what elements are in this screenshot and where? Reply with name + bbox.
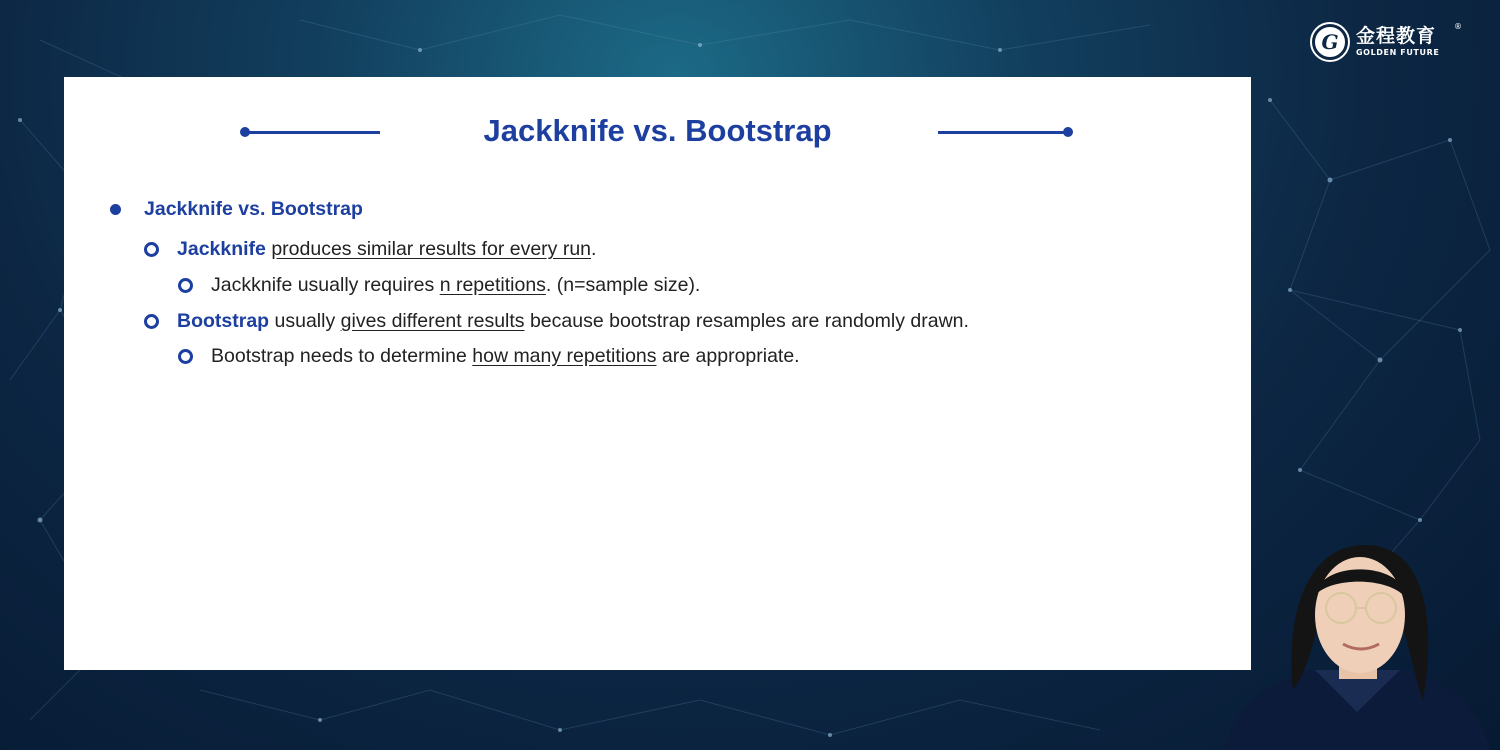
underlined-phrase: n repetitions bbox=[439, 274, 546, 296]
ring-bullet-icon bbox=[178, 349, 193, 364]
bullet-level1 bbox=[110, 198, 363, 221]
ring-bullet-icon bbox=[178, 278, 193, 293]
bullet-text bbox=[211, 345, 800, 368]
bullet-level2-bootstrap bbox=[144, 310, 969, 333]
filled-bullet-icon bbox=[110, 204, 121, 215]
slide-canvas bbox=[64, 77, 1251, 670]
text-tail: are appropriate. bbox=[656, 345, 800, 367]
bullet-heading: Jackknife vs. Bootstrap bbox=[144, 198, 363, 220]
registered-mark: ® bbox=[1454, 22, 1462, 31]
logo-text bbox=[1356, 27, 1439, 57]
logo-brand-chinese: 金程教育 bbox=[1356, 25, 1437, 47]
bullet-level3-jackknife-detail bbox=[178, 274, 700, 297]
ring-bullet-icon bbox=[144, 314, 159, 329]
text-head: Jackknife usually requires bbox=[211, 274, 440, 296]
term-jackknife: Jackknife bbox=[177, 238, 266, 260]
golden-future-logo bbox=[1312, 22, 1462, 62]
bullet-level3-bootstrap-detail bbox=[178, 345, 800, 368]
text-head: Bootstrap needs to determine bbox=[211, 345, 473, 367]
bullet-text bbox=[177, 310, 969, 333]
logo-emblem-glyph: G bbox=[1321, 30, 1339, 54]
bullet-text bbox=[177, 238, 596, 261]
underlined-phrase: how many repetitions bbox=[472, 345, 657, 367]
title-rule-right-dot bbox=[1063, 127, 1073, 137]
text-tail: because bootstrap resamples are randomly drawn. bbox=[524, 310, 969, 332]
slide-title: Jackknife vs. Bootstrap bbox=[483, 113, 832, 148]
slide-title-bar bbox=[64, 111, 1251, 155]
underlined-phrase: produces similar results for every run bbox=[271, 238, 592, 260]
logo-brand-english: GOLDEN FUTURE bbox=[1356, 48, 1440, 57]
presenter-video-figure bbox=[1215, 540, 1500, 750]
text-mid: usually bbox=[269, 310, 341, 332]
text-tail: . bbox=[591, 238, 597, 260]
term-bootstrap: Bootstrap bbox=[177, 310, 270, 332]
logo-emblem-icon bbox=[1312, 24, 1348, 60]
bullet-level2-jackknife bbox=[144, 238, 596, 261]
underlined-phrase: gives different results bbox=[340, 310, 525, 332]
text-tail: . (n=sample size). bbox=[545, 274, 701, 296]
bullet-text bbox=[211, 274, 700, 297]
title-rule-right bbox=[938, 131, 1068, 134]
ring-bullet-icon bbox=[144, 242, 159, 257]
